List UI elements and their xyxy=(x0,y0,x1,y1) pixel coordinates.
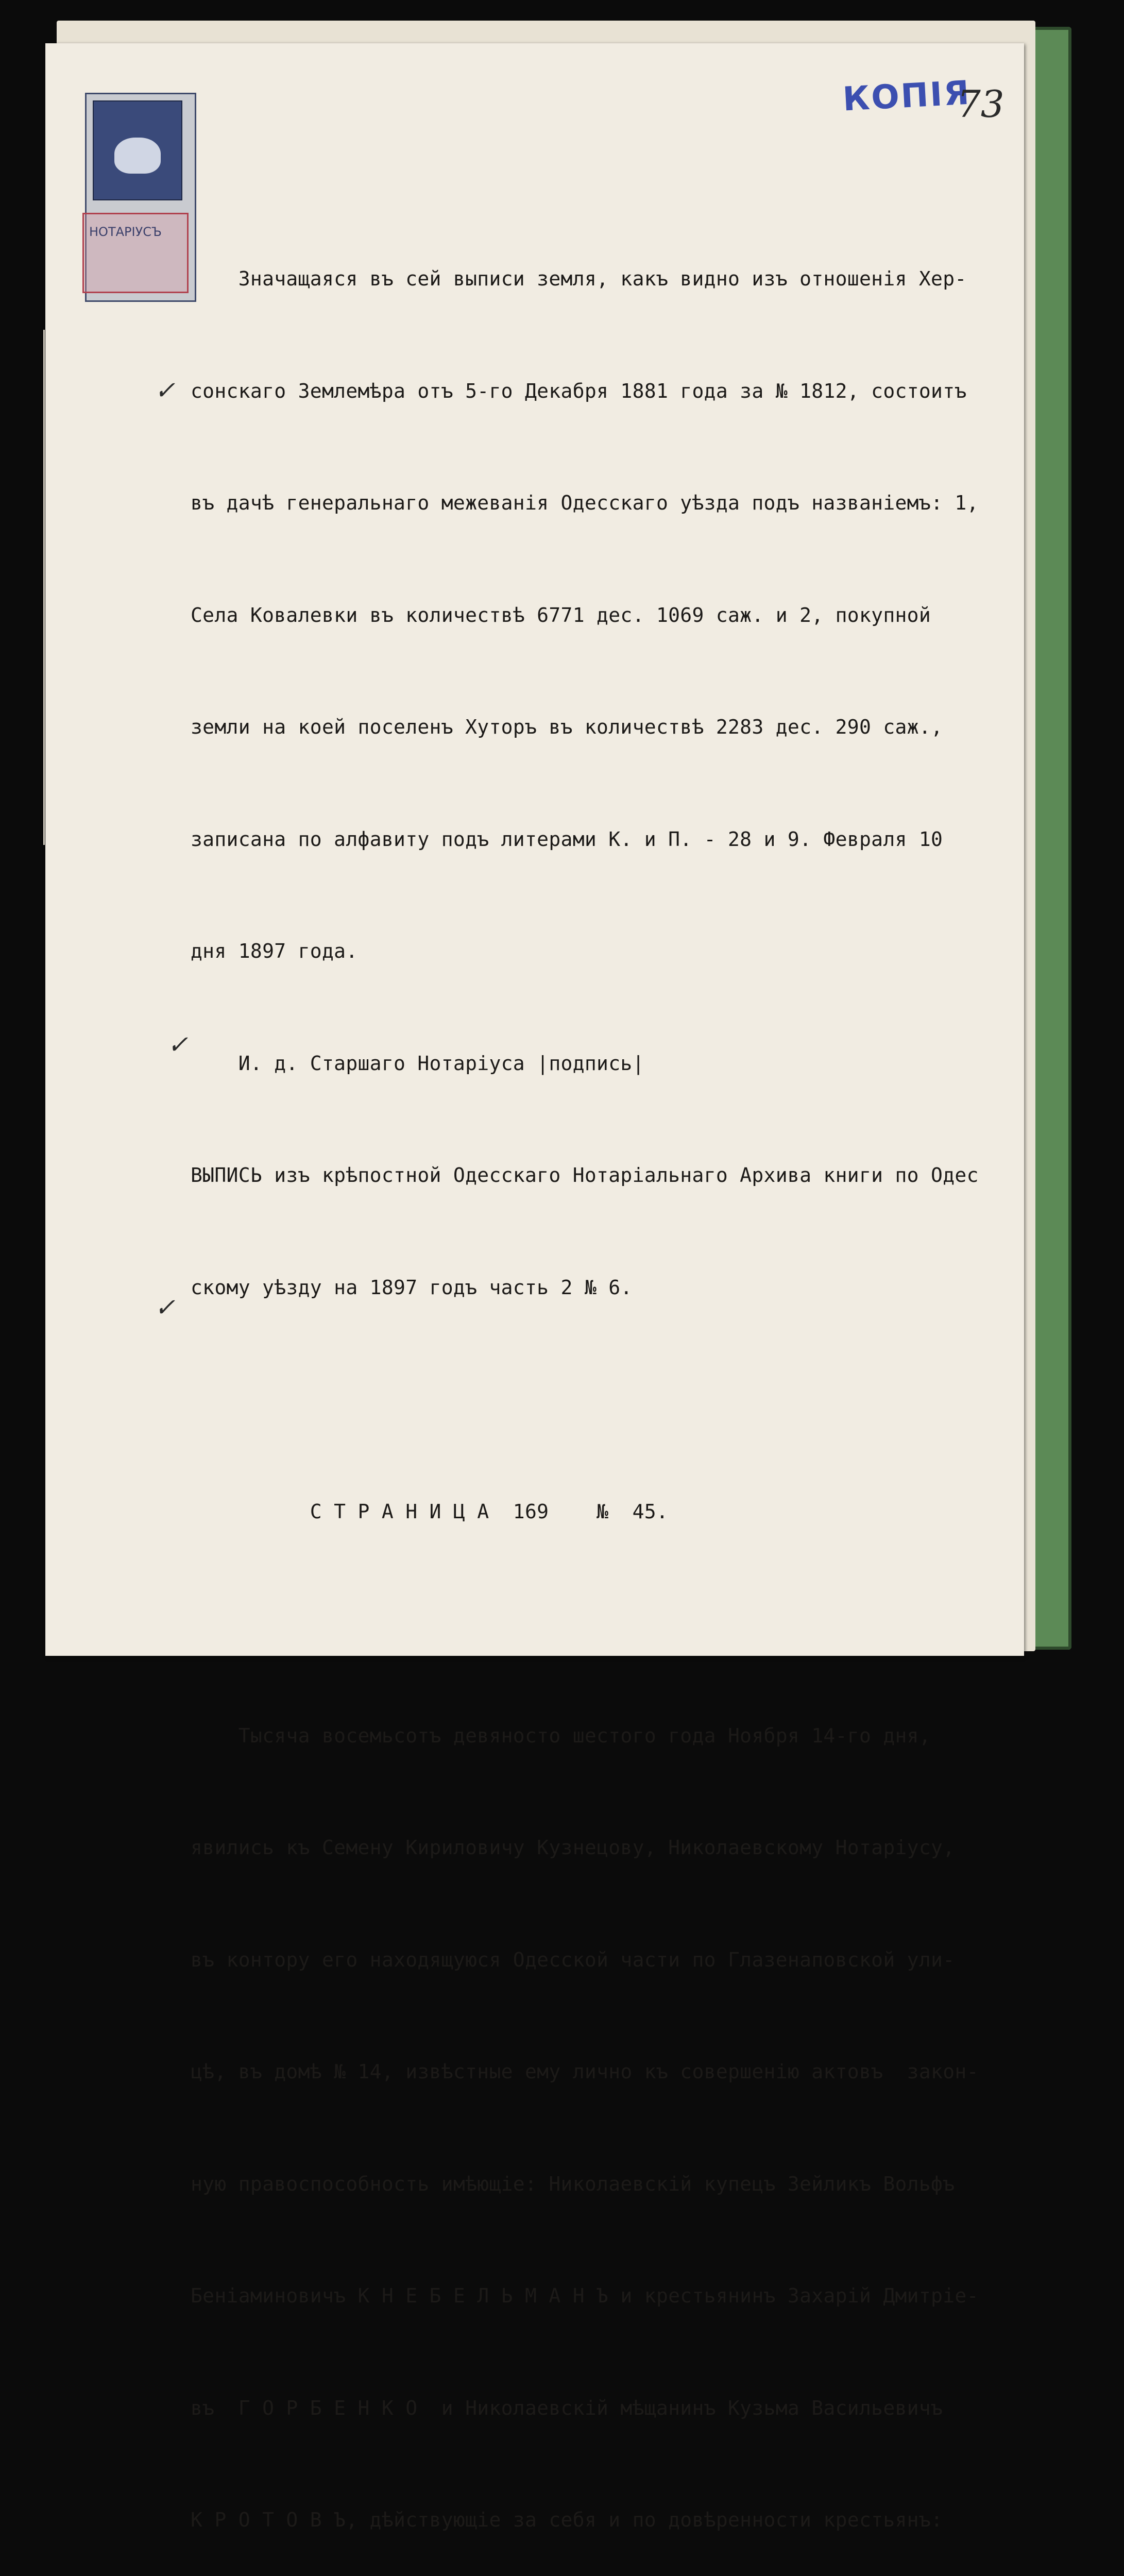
stamp-border xyxy=(93,100,182,200)
text-line: Значащаяся въ сей выписи земля, какъ видно изъ отношенія Хер- xyxy=(191,267,967,290)
text-line: дня 1897 года. xyxy=(191,940,358,962)
text-line xyxy=(191,1381,994,1418)
corner-annotation: 73 xyxy=(957,82,1004,126)
binding-thread xyxy=(43,330,50,845)
text-line xyxy=(191,1605,994,1642)
notary-seal-label: НОТАРІУСЪ xyxy=(89,225,162,239)
text-line: Села Ковалевки въ количествѣ 6771 дес. 1069 саж. и 2, покупной xyxy=(191,603,931,626)
text-line: ВЫПИСЬ изъ крѣпостной Одесскаго Нотаріальнаго Архива книги по Одес xyxy=(191,1164,979,1187)
text-line: цѣ, въ домѣ № 14, извѣстные ему лично къ совершенію актовъ закон- xyxy=(191,2060,979,2083)
text-line: въ контору его находящуюся Одесской части по Глазенаповской ули- xyxy=(191,1948,955,1971)
text-line: К Р О Т О В Ъ, дѣйствующіе за себя и по довѣренности крестьянъ: xyxy=(191,2509,943,2531)
text-line: земли на коей поселенъ Хуторъ въ количествѣ 2283 дес. 290 саж., xyxy=(191,716,943,738)
notary-seal xyxy=(82,213,189,293)
text-line: Тысяча восемьсотъ девяносто шестого года Ноября 14-го дня, xyxy=(191,1724,931,1747)
copy-stamp: КОПІЯ xyxy=(842,74,972,119)
text-line: И. д. Старшаго Нотаріуса |подпись| xyxy=(191,1052,644,1075)
text-line: записана по алфавиту подъ литерами К. и П. - 28 и 9. Февраля 10 xyxy=(191,827,943,851)
text-line: скому уѣзду на 1897 годъ часть 2 № 6. xyxy=(191,1276,633,1299)
document-text xyxy=(191,185,994,2576)
text-line: сонскаго Землемѣра отъ 5-го Декабря 1881 года за № 1812, состоитъ xyxy=(191,379,967,402)
text-line: въ дачѣ генеральнаго межеванія Одесскаго уѣзда подъ названіемъ: 1, xyxy=(191,492,979,514)
text-line: Беніаминовичъ К Н Е Б Е Л Ь М А Н Ъ и крестьянинъ Захарій Дмитріе- xyxy=(191,2284,979,2307)
eagle-emblem-icon xyxy=(114,138,161,174)
margin-check-3: ✓ xyxy=(155,1293,176,1322)
revenue-stamp xyxy=(85,93,196,302)
margin-check-1: ✓ xyxy=(155,376,176,405)
text-line: въ Г О Р Б Е Н К О и Николаевскій мѣщанинъ Кузьма Васильевичъ xyxy=(191,2396,943,2419)
text-line: явились къ Семену Кириловичу Кузнецову, Николаевскому Нотаріусу, xyxy=(191,1836,955,1859)
page-heading: С Т Р А Н И Ц А 169 № 45. xyxy=(191,1500,669,1523)
margin-check-2: ✓ xyxy=(167,1030,189,1059)
text-line: ную правоспособность имѣющіе: Николаевскій купецъ Зейликъ Вольфъ xyxy=(191,2172,955,2195)
